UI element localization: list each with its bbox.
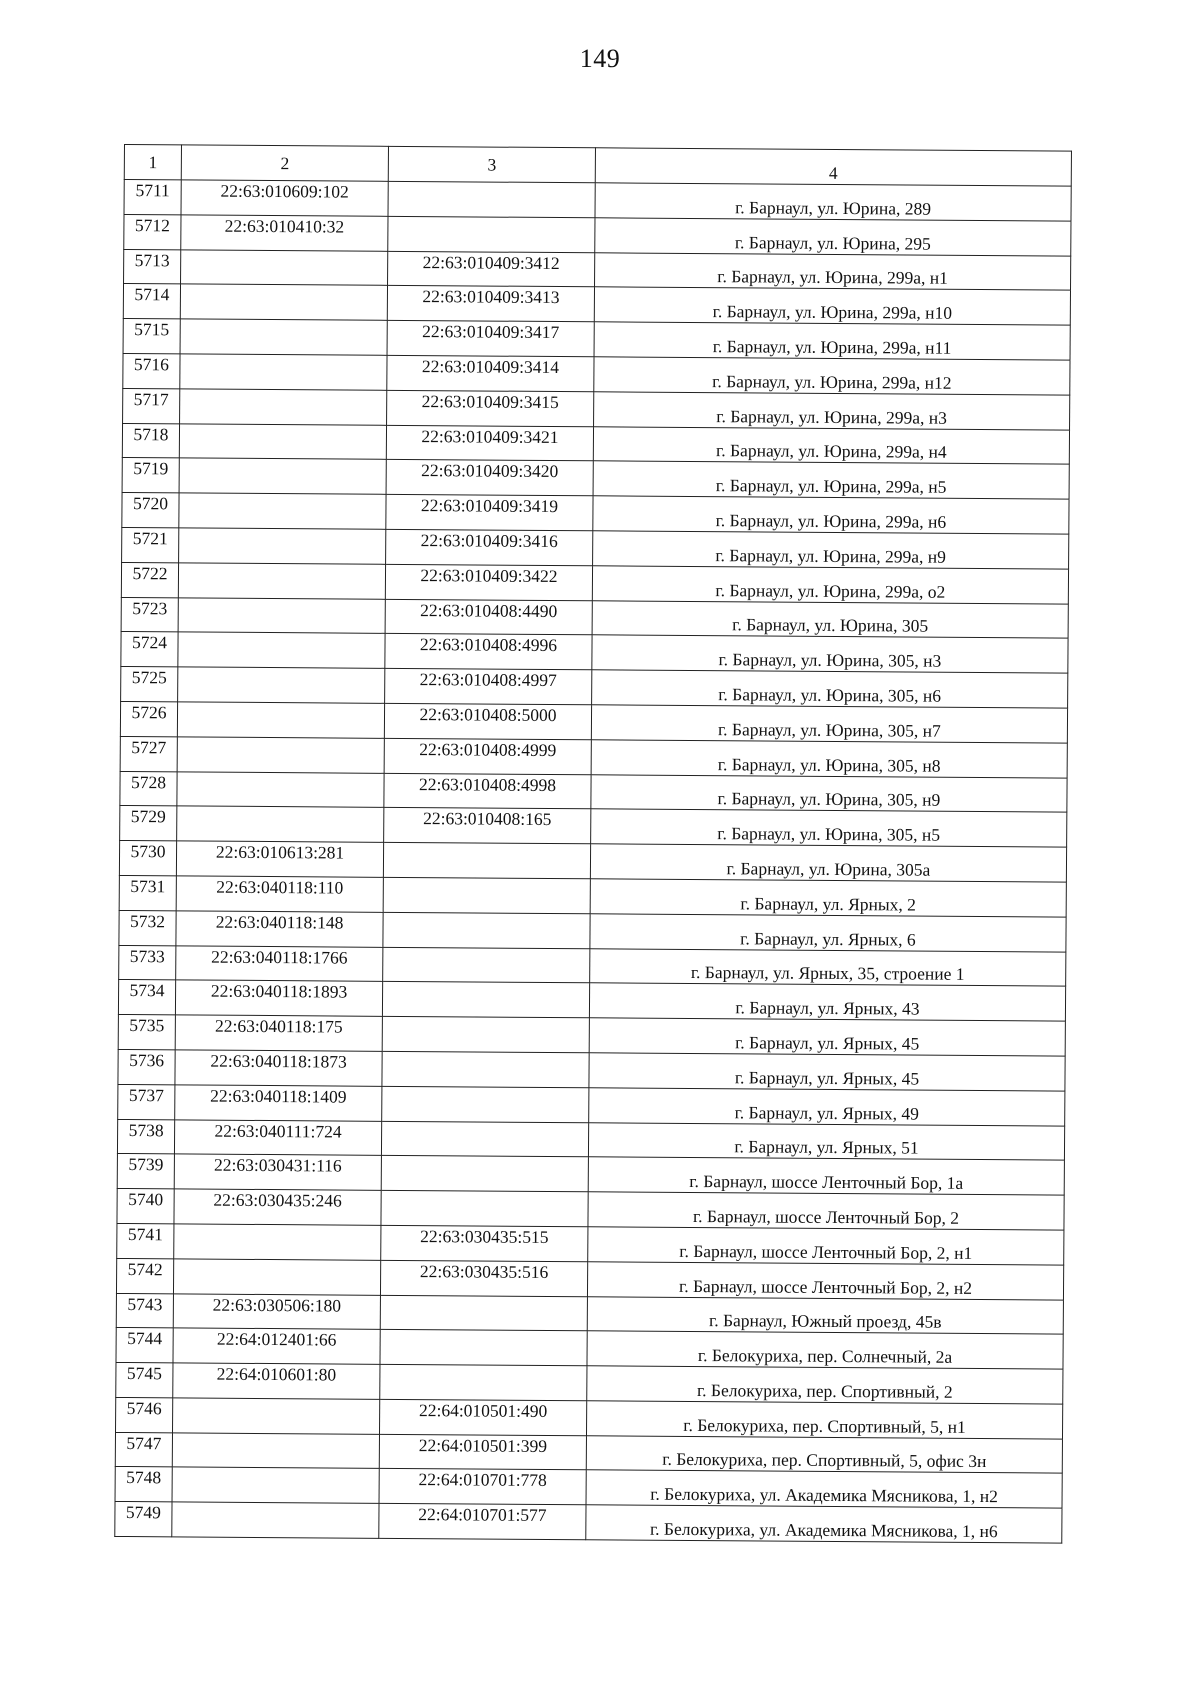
row-number-cell: 5723 bbox=[121, 597, 178, 632]
cadastral-number-premises-cell bbox=[383, 842, 590, 878]
cadastral-number-cell: 22:63:040118:1873 bbox=[175, 1050, 382, 1086]
cadastral-number-premises-cell: 22:64:010701:778 bbox=[379, 1469, 586, 1505]
table-body bbox=[115, 180, 1071, 1544]
address-cell: г. Барнаул, Южный проезд, 45в bbox=[587, 1296, 1063, 1334]
cadastral-number-cell bbox=[172, 1467, 379, 1503]
cadastral-number-cell bbox=[172, 1433, 379, 1469]
cadastral-number-premises-cell bbox=[383, 947, 590, 983]
row-number-cell: 5749 bbox=[115, 1502, 172, 1537]
cadastral-number-premises-cell: 22:63:030435:515 bbox=[381, 1225, 588, 1261]
cadastral-number-premises-cell bbox=[383, 877, 590, 913]
cadastral-number-cell: 22:63:040118:148 bbox=[176, 911, 383, 947]
cadastral-number-premises-cell bbox=[388, 216, 595, 252]
row-number-cell: 5711 bbox=[124, 180, 181, 215]
cadastral-number-cell bbox=[177, 737, 384, 773]
address-cell: г. Барнаул, ул. Юрина, 299а, н4 bbox=[593, 426, 1069, 464]
address-cell: г. Барнаул, ул. Юрина, 305, н7 bbox=[591, 705, 1067, 743]
cadastral-number-cell bbox=[180, 319, 387, 355]
cadastral-number-premises-cell bbox=[382, 1016, 589, 1052]
row-number-cell: 5738 bbox=[117, 1119, 174, 1154]
row-number-cell: 5740 bbox=[117, 1189, 174, 1224]
cadastral-number-cell: 22:63:030506:180 bbox=[173, 1293, 380, 1329]
address-cell: г. Белокуриха, ул. Академика Мясникова, 1, н6 bbox=[586, 1505, 1062, 1543]
cadastral-number-premises-cell bbox=[383, 912, 590, 948]
cadastral-number-premises-cell: 22:63:010409:3420 bbox=[386, 460, 593, 496]
cadastral-number-premises-cell bbox=[382, 1051, 589, 1087]
cadastral-number-cell bbox=[180, 284, 387, 320]
cadastral-number-premises-cell: 22:63:010409:3417 bbox=[387, 321, 594, 357]
address-cell: г. Барнаул, ул. Юрина, 299а, н6 bbox=[593, 496, 1069, 534]
page-number: 149 bbox=[579, 44, 621, 73]
cadastral-number-cell bbox=[179, 423, 386, 459]
cadastral-number-premises-cell: 22:63:010409:3412 bbox=[388, 251, 595, 287]
cadastral-number-premises-cell: 22:63:010408:4998 bbox=[384, 773, 591, 809]
cadastral-number-cell: 22:63:030431:116 bbox=[174, 1154, 381, 1190]
address-cell: г. Барнаул, ул. Юрина, 299а, о2 bbox=[592, 566, 1068, 604]
row-number-cell: 5731 bbox=[119, 875, 176, 910]
cadastral-number-premises-cell: 22:64:010501:490 bbox=[380, 1399, 587, 1435]
cadastral-number-premises-cell: 22:63:010408:165 bbox=[384, 808, 591, 844]
cadastral-number-premises-cell: 22:64:010501:399 bbox=[379, 1434, 586, 1470]
address-cell: г. Барнаул, ул. Юрина, 305, н5 bbox=[591, 809, 1067, 847]
address-cell: г. Барнаул, ул. Юрина, 299а, н9 bbox=[593, 531, 1069, 569]
row-number-cell: 5741 bbox=[117, 1223, 174, 1258]
cadastral-number-cell bbox=[174, 1224, 381, 1260]
address-cell: г. Барнаул, ул. Ярных, 49 bbox=[589, 1087, 1065, 1125]
row-number-cell: 5734 bbox=[118, 980, 175, 1015]
row-number-cell: 5714 bbox=[123, 284, 180, 319]
address-cell: г. Барнаул, ул. Юрина, 305, н9 bbox=[591, 774, 1067, 812]
cadastral-number-cell: 22:63:010613:281 bbox=[176, 841, 383, 877]
cadastral-number-cell bbox=[178, 667, 385, 703]
address-cell: г. Барнаул, ул. Ярных, 51 bbox=[588, 1122, 1064, 1160]
header-col-1: 1 bbox=[124, 145, 181, 180]
row-number-cell: 5718 bbox=[122, 423, 179, 458]
cadastral-number-cell bbox=[179, 528, 386, 564]
row-number-cell: 5721 bbox=[122, 527, 179, 562]
row-number-cell: 5727 bbox=[120, 736, 177, 771]
row-number-cell: 5715 bbox=[123, 319, 180, 354]
address-cell: г. Белокуриха, пер. Солнечный, 2а bbox=[587, 1331, 1063, 1369]
cadastral-number-premises-cell: 22:63:010409:3416 bbox=[386, 529, 593, 565]
cadastral-number-premises-cell: 22:64:010701:577 bbox=[379, 1504, 586, 1540]
address-cell: г. Барнаул, шоссе Ленточный Бор, 2, н2 bbox=[587, 1261, 1063, 1299]
row-number-cell: 5712 bbox=[124, 214, 181, 249]
row-number-cell: 5732 bbox=[119, 910, 176, 945]
cadastral-number-premises-cell: 22:63:010408:5000 bbox=[384, 703, 591, 739]
cadastral-number-premises-cell: 22:63:030435:516 bbox=[380, 1260, 587, 1296]
address-cell: г. Барнаул, ул. Ярных, 43 bbox=[589, 983, 1065, 1021]
address-cell: г. Барнаул, ул. Юрина, 299а, н12 bbox=[594, 357, 1070, 395]
row-number-cell: 5747 bbox=[115, 1432, 172, 1467]
header-col-2: 2 bbox=[181, 145, 388, 181]
row-number-cell: 5742 bbox=[116, 1258, 173, 1293]
cadastral-number-premises-cell bbox=[382, 982, 589, 1018]
cadastral-number-cell bbox=[177, 702, 384, 738]
row-number-cell: 5739 bbox=[117, 1154, 174, 1189]
cadastral-number-premises-cell: 22:63:010409:3422 bbox=[385, 564, 592, 600]
cadastral-number-cell: 22:63:040111:724 bbox=[174, 1119, 381, 1155]
row-number-cell: 5717 bbox=[123, 388, 180, 423]
cadastral-number-cell bbox=[180, 354, 387, 390]
cadastral-number-premises-cell bbox=[388, 181, 595, 217]
cadastral-number-cell bbox=[178, 563, 385, 599]
cadastral-number-cell: 22:64:012401:66 bbox=[173, 1328, 380, 1364]
cadastral-number-premises-cell bbox=[382, 1086, 589, 1122]
row-number-cell: 5729 bbox=[120, 806, 177, 841]
cadastral-number-cell: 22:63:010609:102 bbox=[181, 180, 388, 216]
table-row bbox=[115, 1502, 1062, 1543]
address-cell: г. Барнаул, ул. Ярных, 2 bbox=[590, 879, 1066, 917]
cadastral-number-premises-cell: 22:63:010409:3419 bbox=[386, 495, 593, 531]
cadastral-number-premises-cell: 22:63:010409:3414 bbox=[387, 355, 594, 391]
row-number-cell: 5716 bbox=[123, 353, 180, 388]
address-cell: г. Барнаул, ул. Юрина, 299а, н3 bbox=[594, 392, 1070, 430]
row-number-cell: 5743 bbox=[116, 1293, 173, 1328]
row-number-cell: 5719 bbox=[122, 458, 179, 493]
address-cell: г. Барнаул, ул. Юрина, 305, н3 bbox=[592, 635, 1068, 673]
address-cell: г. Барнаул, шоссе Ленточный Бор, 2, н1 bbox=[588, 1227, 1064, 1265]
cadastral-number-premises-cell bbox=[381, 1121, 588, 1157]
address-cell: г. Белокуриха, пер. Спортивный, 5, н1 bbox=[586, 1401, 1062, 1439]
row-number-cell: 5726 bbox=[120, 701, 177, 736]
address-cell: г. Барнаул, ул. Юрина, 305 bbox=[592, 600, 1068, 638]
header-col-4: 4 bbox=[595, 148, 1071, 186]
row-number-cell: 5744 bbox=[116, 1328, 173, 1363]
cadastral-number-cell bbox=[179, 458, 386, 494]
row-number-cell: 5720 bbox=[122, 493, 179, 528]
row-number-cell: 5745 bbox=[116, 1363, 173, 1398]
row-number-cell: 5736 bbox=[118, 1049, 175, 1084]
address-cell: г. Барнаул, ул. Ярных, 45 bbox=[589, 1018, 1065, 1056]
address-cell: г. Барнаул, ул. Юрина, 299а, н10 bbox=[594, 287, 1070, 325]
cadastral-number-premises-cell bbox=[380, 1364, 587, 1400]
address-cell: г. Барнаул, ул. Юрина, 299а, н11 bbox=[594, 322, 1070, 360]
row-number-cell: 5733 bbox=[119, 945, 176, 980]
row-number-cell: 5713 bbox=[124, 249, 181, 284]
row-number-cell: 5735 bbox=[118, 1015, 175, 1050]
row-number-cell: 5722 bbox=[121, 562, 178, 597]
address-cell: г. Барнаул, ул. Ярных, 45 bbox=[589, 1053, 1065, 1091]
cadastral-number-premises-cell: 22:63:010408:4490 bbox=[385, 599, 592, 635]
row-number-cell: 5730 bbox=[119, 841, 176, 876]
cadastral-number-cell: 22:63:040118:110 bbox=[176, 876, 383, 912]
cadastral-number-cell: 22:63:040118:1766 bbox=[176, 945, 383, 981]
cadastral-number-cell: 22:63:030435:246 bbox=[174, 1189, 381, 1225]
cadastral-number-cell bbox=[173, 1398, 380, 1434]
row-number-cell: 5724 bbox=[121, 632, 178, 667]
address-cell: г. Белокуриха, ул. Академика Мясникова, 1, н2 bbox=[586, 1470, 1062, 1508]
address-cell: г. Барнаул, ул. Юрина, 295 bbox=[595, 218, 1071, 256]
address-cell: г. Барнаул, ул. Ярных, 35, строение 1 bbox=[590, 948, 1066, 986]
cadastral-number-premises-cell: 22:63:010408:4996 bbox=[385, 634, 592, 670]
cadastral-number-cell bbox=[180, 389, 387, 425]
address-cell: г. Барнаул, ул. Юрина, 289 bbox=[595, 183, 1071, 221]
address-cell: г. Барнаул, ул. Юрина, 305а bbox=[590, 844, 1066, 882]
cadastral-number-cell: 22:64:010601:80 bbox=[173, 1363, 380, 1399]
address-cell: г. Барнаул, шоссе Ленточный Бор, 2 bbox=[588, 1192, 1064, 1230]
cadastral-number-premises-cell bbox=[380, 1295, 587, 1331]
row-number-cell: 5737 bbox=[118, 1084, 175, 1119]
cadastral-number-cell bbox=[181, 249, 388, 285]
cadastral-number-premises-cell: 22:63:010409:3415 bbox=[387, 390, 594, 426]
cadastral-number-premises-cell bbox=[380, 1330, 587, 1366]
address-cell: г. Барнаул, шоссе Ленточный Бор, 1а bbox=[588, 1157, 1064, 1195]
cadastral-number-cell bbox=[177, 771, 384, 807]
cadastral-number-premises-cell bbox=[381, 1190, 588, 1226]
cadastral-number-premises-cell: 22:63:010408:4999 bbox=[384, 738, 591, 774]
address-cell: г. Белокуриха, пер. Спортивный, 5, офис 3н bbox=[586, 1435, 1062, 1473]
cadastral-number-cell bbox=[179, 493, 386, 529]
cadastral-number-cell: 22:63:040118:175 bbox=[175, 1015, 382, 1051]
cadastral-number-premises-cell: 22:63:010409:3421 bbox=[386, 425, 593, 461]
header-col-3: 3 bbox=[388, 146, 595, 182]
cadastral-number-cell bbox=[178, 597, 385, 633]
row-number-cell: 5728 bbox=[120, 771, 177, 806]
cadastral-number-cell bbox=[173, 1259, 380, 1295]
address-cell: г. Белокуриха, пер. Спортивный, 2 bbox=[587, 1366, 1063, 1404]
address-cell: г. Барнаул, ул. Юрина, 305, н8 bbox=[591, 740, 1067, 778]
row-number-cell: 5746 bbox=[116, 1397, 173, 1432]
cadastral-number-cell bbox=[178, 632, 385, 668]
cadastral-number-premises-cell: 22:63:010409:3413 bbox=[387, 286, 594, 322]
cadastral-number-premises-cell bbox=[381, 1156, 588, 1192]
address-cell: г. Барнаул, ул. Юрина, 299а, н5 bbox=[593, 461, 1069, 499]
registry-table bbox=[114, 144, 1072, 1544]
cadastral-number-cell: 22:63:040118:1893 bbox=[175, 980, 382, 1016]
row-number-cell: 5725 bbox=[121, 667, 178, 702]
address-cell: г. Барнаул, ул. Юрина, 299а, н1 bbox=[595, 252, 1071, 290]
row-number-cell: 5748 bbox=[115, 1467, 172, 1502]
address-cell: г. Барнаул, ул. Юрина, 305, н6 bbox=[592, 670, 1068, 708]
address-cell: г. Барнаул, ул. Ярных, 6 bbox=[590, 914, 1066, 952]
cadastral-number-cell bbox=[177, 806, 384, 842]
cadastral-number-cell bbox=[172, 1502, 379, 1538]
cadastral-number-premises-cell: 22:63:010408:4997 bbox=[385, 668, 592, 704]
cadastral-number-cell: 22:63:040118:1409 bbox=[175, 1085, 382, 1121]
cadastral-number-cell: 22:63:010410:32 bbox=[181, 215, 388, 251]
